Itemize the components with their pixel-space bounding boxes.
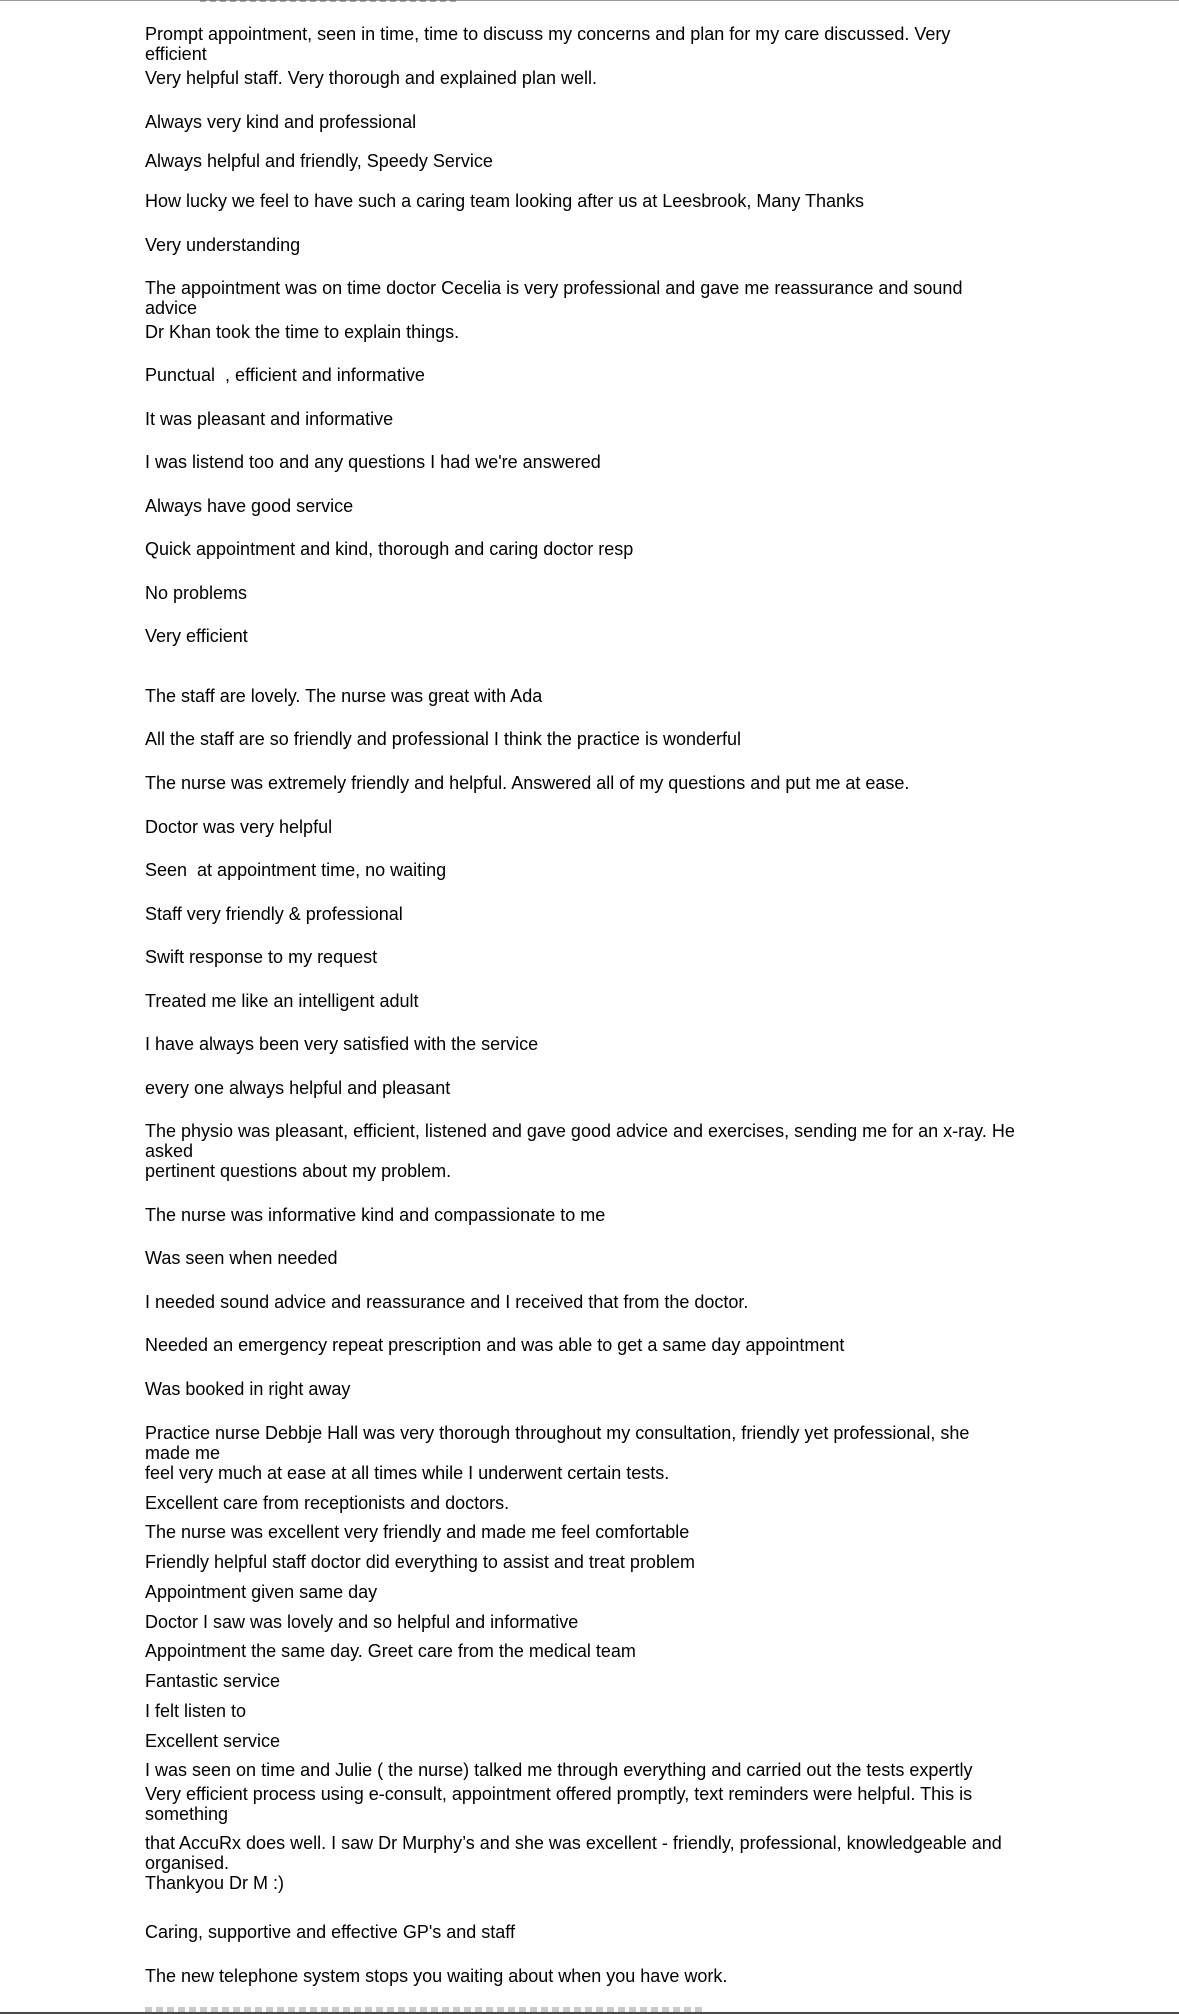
feedback-line: Very efficient process using e-consult, appointment offered promptly, text reminders were helpful. This is something xyxy=(145,1784,978,1824)
feedback-line: I felt listen to xyxy=(145,1701,247,1721)
feedback-line: Always helpful and friendly, Speedy Service xyxy=(145,151,493,171)
feedback-line: Friendly helpful staff doctor did everything to assist and treat problem xyxy=(145,1552,695,1572)
feedback-line: How lucky we feel to have such a caring team looking after us at Leesbrook, Many Thanks xyxy=(145,191,865,211)
feedback-line: Thankyou Dr M :) xyxy=(145,1873,285,1893)
feedback-line: Very efficient xyxy=(145,626,248,646)
feedback-line: Was seen when needed xyxy=(145,1248,338,1268)
feedback-line: Was booked in right away xyxy=(145,1379,351,1399)
feedback-line: The nurse was extremely friendly and helpful. Answered all of my questions and put me at ease. xyxy=(145,773,910,793)
feedback-line: Excellent service xyxy=(145,1731,281,1751)
feedback-line: every one always helpful and pleasant xyxy=(145,1078,451,1098)
top-border xyxy=(0,0,1179,1)
feedback-line: Always very kind and professional xyxy=(145,112,417,132)
feedback-line: that AccuRx does well. I saw Dr Murphy’s and she was excellent - friendly, professional, knowledgeable and organised. xyxy=(145,1833,1007,1873)
feedback-line: I was seen on time and Julie ( the nurse) talked me through everything and carried out the tests expertly xyxy=(145,1760,973,1780)
feedback-line: I have always been very satisfied with the service xyxy=(145,1034,539,1054)
feedback-line: Doctor I saw was lovely and so helpful and informative xyxy=(145,1612,579,1632)
feedback-line: All the staff are so friendly and professional I think the practice is wonderful xyxy=(145,729,741,749)
feedback-line: The appointment was on time doctor Cecelia is very professional and gave me reassurance and sound advice xyxy=(145,278,968,318)
feedback-line: Always have good service xyxy=(145,496,354,516)
feedback-line: I was listend too and any questions I had we're answered xyxy=(145,452,601,472)
feedback-line: The nurse was informative kind and compassionate to me xyxy=(145,1205,606,1225)
feedback-line: I needed sound advice and reassurance and I received that from the doctor. xyxy=(145,1292,749,1312)
feedback-line: Excellent care from receptionists and doctors. xyxy=(145,1493,510,1513)
clipped-text-top xyxy=(200,0,460,2)
feedback-line: Seen at appointment time, no waiting xyxy=(145,860,447,880)
feedback-line: Doctor was very helpful xyxy=(145,817,333,837)
feedback-line: Prompt appointment, seen in time, time to discuss my concerns and plan for my care discussed. Very efficient xyxy=(145,24,956,64)
feedback-line: Swift response to my request xyxy=(145,947,378,967)
feedback-line: Staff very friendly & professional xyxy=(145,904,403,924)
feedback-line: Very helpful staff. Very thorough and explained plan well. xyxy=(145,68,597,88)
feedback-line: feel very much at ease at all times while I underwent certain tests. xyxy=(145,1463,670,1483)
feedback-line: Very understanding xyxy=(145,235,301,255)
feedback-line: Punctual , efficient and informative xyxy=(145,365,425,385)
feedback-line: Quick appointment and kind, thorough and caring doctor resp xyxy=(145,539,634,559)
feedback-line: Treated me like an intelligent adult xyxy=(145,991,419,1011)
feedback-line: No problems xyxy=(145,583,248,603)
feedback-line: Practice nurse Debbje Hall was very thorough throughout my consultation, friendly yet professional, she made me xyxy=(145,1423,975,1463)
feedback-line: The new telephone system stops you waiting about when you have work. xyxy=(145,1966,728,1986)
feedback-line: pertinent questions about my problem. xyxy=(145,1161,452,1181)
feedback-line: Appointment the same day. Greet care from the medical team xyxy=(145,1641,636,1661)
feedback-line: Caring, supportive and effective GP's and staff xyxy=(145,1922,515,1942)
feedback-line: The physio was pleasant, efficient, listened and gave good advice and exercises, sending me for an x-ray. He asked xyxy=(145,1121,1020,1161)
feedback-line: Appointment given same day xyxy=(145,1582,378,1602)
feedback-line: The nurse was excellent very friendly and made me feel comfortable xyxy=(145,1522,690,1542)
feedback-line: Dr Khan took the time to explain things. xyxy=(145,322,460,342)
feedback-line: It was pleasant and informative xyxy=(145,409,394,429)
feedback-line: Fantastic service xyxy=(145,1671,281,1691)
feedback-line: Needed an emergency repeat prescription and was able to get a same day appointment xyxy=(145,1335,845,1355)
feedback-line: The staff are lovely. The nurse was great with Ada xyxy=(145,686,543,706)
